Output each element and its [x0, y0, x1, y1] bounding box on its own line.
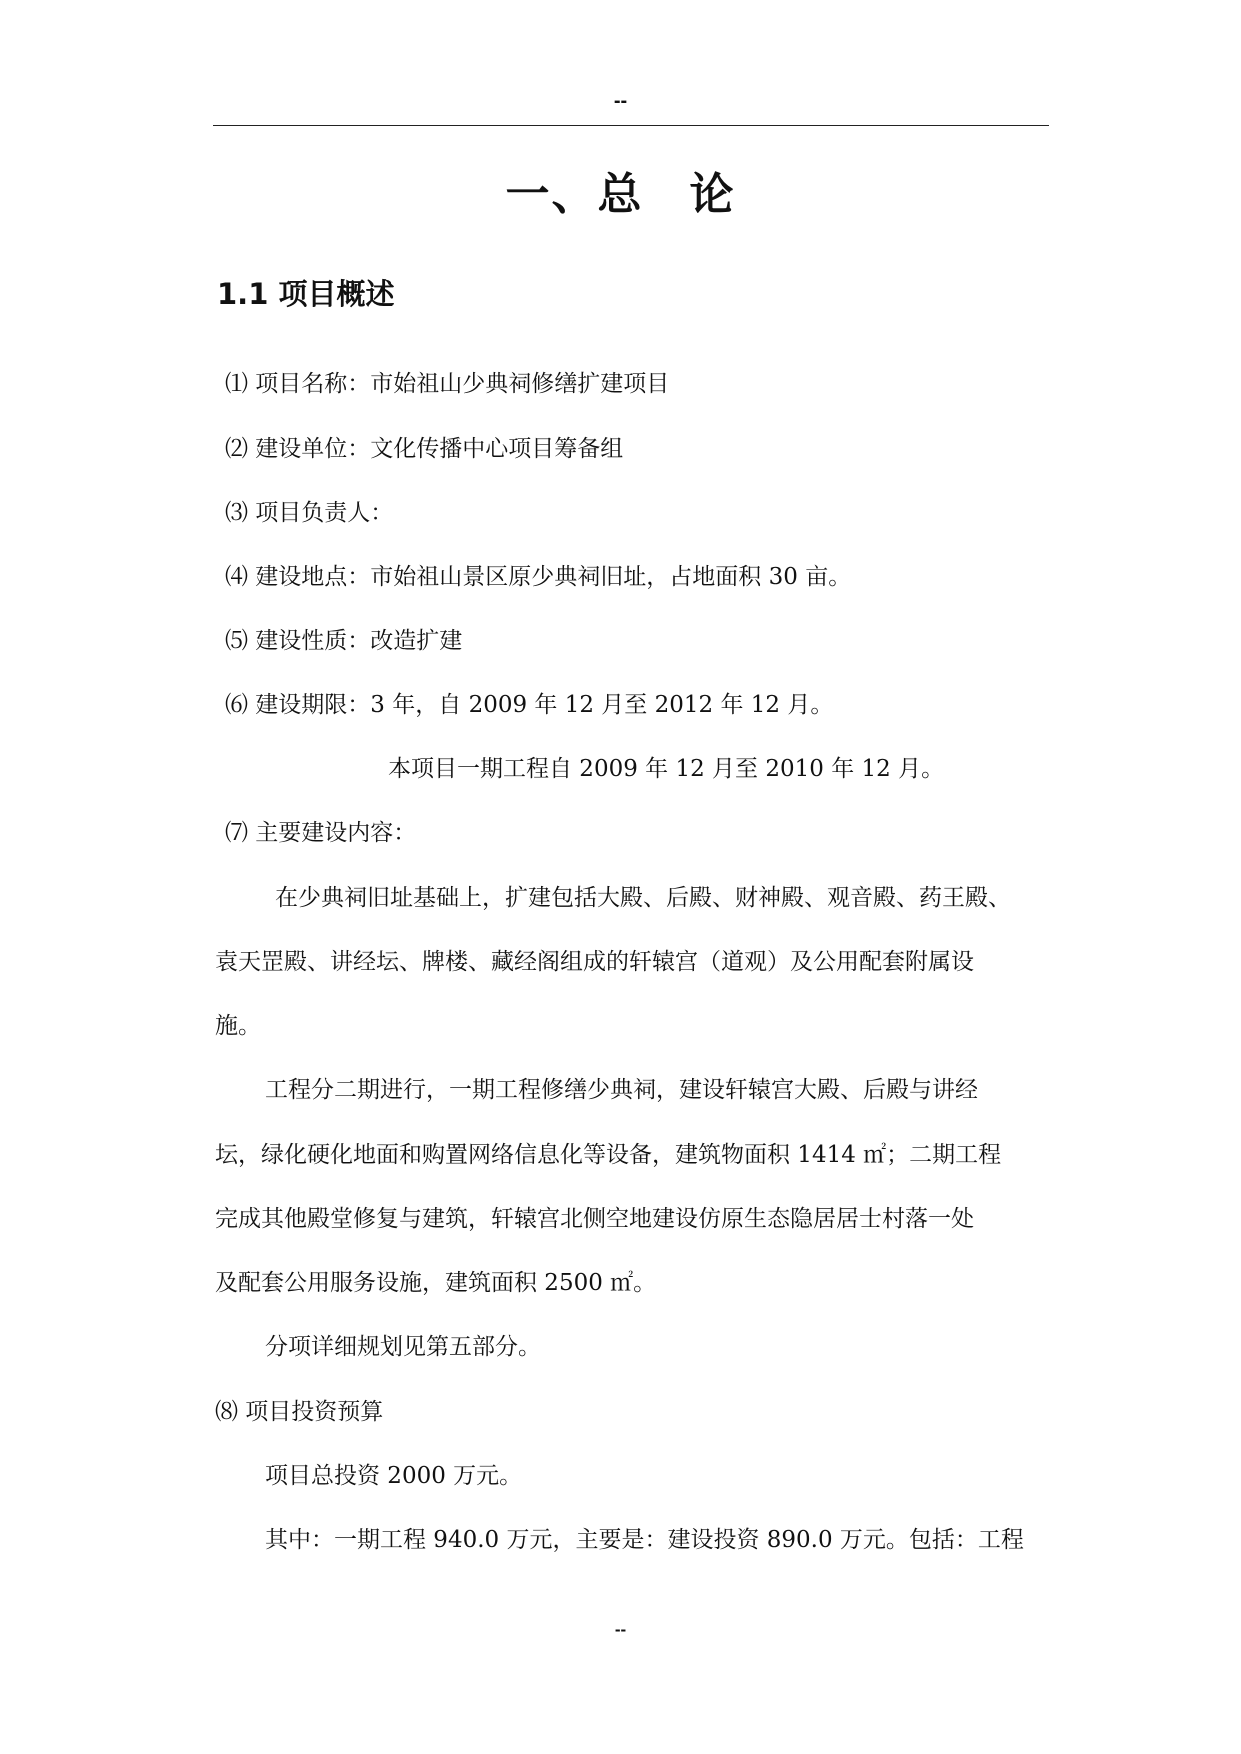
chapter-title: 一、总 论 [505, 169, 736, 220]
paragraph-line: 及配套公用服务设施，建筑面积 2500 ㎡。 [215, 1270, 657, 1296]
paragraph-line: 施。 [215, 1013, 261, 1039]
paragraph-line: 袁天罡殿、讲经坛、牌楼、藏经阁组成的轩辕宫（道观）及公用配套附属设 [215, 949, 974, 975]
paragraph-line: 坛，绿化硬化地面和购置网络信息化等设备，建筑物面积 1414 ㎡；二期工程 [215, 1142, 1002, 1168]
item-7-main-content: ⑺ 主要建设内容： [225, 820, 417, 846]
item-4-construction-site: ⑷ 建设地点：市始祖山景区原少典祠旧址，占地面积 30 亩。 [225, 564, 852, 590]
item-5-construction-nature: ⑸ 建设性质：改造扩建 [225, 628, 463, 654]
header-rule [213, 125, 1049, 126]
paragraph-line: 其中：一期工程 940.0 万元，主要是：建设投资 890.0 万元。包括：工程 [265, 1527, 1024, 1553]
item-6-construction-period: ⑹ 建设期限：3 年，自 2009 年 12 月至 2012 年 12 月。 [225, 692, 834, 718]
item-1-project-name: ⑴ 项目名称：市始祖山少典祠修缮扩建项目 [225, 371, 670, 397]
paragraph-line: 项目总投资 2000 万元。 [265, 1463, 523, 1489]
item-3-project-leader: ⑶ 项目负责人： [225, 500, 394, 526]
page-header-mark: -- [613, 90, 628, 112]
page-footer-mark: -- [614, 1620, 627, 1639]
paragraph-line: 在少典祠旧址基础上，扩建包括大殿、后殿、财神殿、观音殿、药王殿、 [275, 885, 1011, 911]
paragraph-line: 完成其他殿堂修复与建筑，轩辕宫北侧空地建设仿原生态隐居居士村落一处 [215, 1206, 974, 1232]
item-8-investment-budget: ⑻ 项目投资预算 [215, 1399, 384, 1425]
paragraph-line: 工程分二期进行，一期工程修缮少典祠，建设轩辕宫大殿、后殿与讲经 [265, 1077, 978, 1103]
paragraph-line: 分项详细规划见第五部分。 [265, 1334, 541, 1360]
section-title: 1.1 项目概述 [217, 277, 395, 311]
phase-one-period: 本项目一期工程自 2009 年 12 月至 2010 年 12 月。 [388, 756, 945, 782]
item-2-construction-unit: ⑵ 建设单位：文化传播中心项目筹备组 [225, 436, 624, 462]
